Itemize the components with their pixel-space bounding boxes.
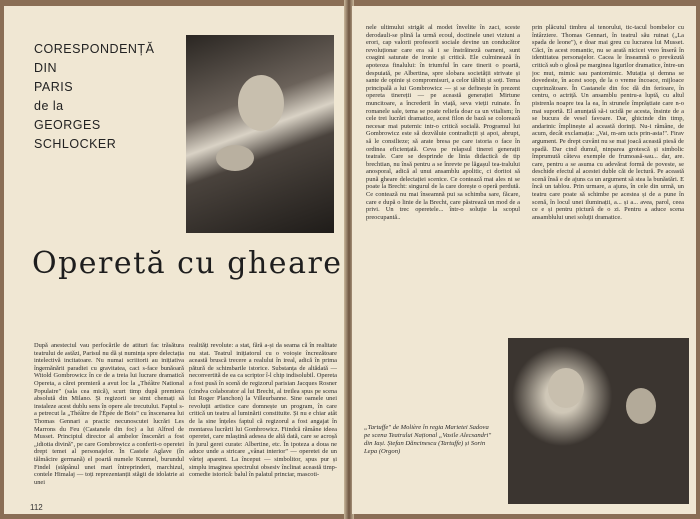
portrait-photo [186,35,334,233]
body-column-2: realități revolute: a stat, fără a-și da seama că în realitate nu stat. Teatrul inițiatorul cu o voioșie încrezătoare această bruscă trecere a realului în ireal, adică în prima pătură de schimbarile istorice. Substanța de altădată — neconvertită de ea ca scriptor î-l chip indisolubil. Opereta a fost pusă în scenă de regizorul parisian Jacques Rosner (cindva colaborator al lui Brecht, al treilea spus pe scena lui Roger Planchon) la Villeurbanne. Sine oamele unei revoluții artistice care domnește un program, în care critică un teatru al luminării constituite. Și nu e chiar atât de la sine înțeles faptul că regizorul a fost angajat în montarea lucrării lui Gombrowicz. Fiindcă rămâne ideea operetei, care mlaștină adesea de altă dată, care se acroșă în jurul gerei curate: Albertine, etc. În ipoteza a doua ne aduce unde a stricare „vânat interior" — operetei de un vârtej aparent. La început — simbolitor, spus pur și simplu imaginea spectrului obsesiv înclinat această timp-comedie istorică: balul în palatul princiar, mascoti- [189,342,337,479]
header-line3: PARIS [34,80,74,94]
header-line4: de la [34,99,64,113]
portrait-face [238,75,284,131]
actor-face-1 [548,368,584,408]
stage-photo [508,338,689,504]
article-title: Operetă cu gheare [32,246,343,281]
body-column-1: După anesteciul vau perfocările de atituri fac trăsătura teatrului de astăzi, Parisul nu dă și numința spre delectația intelectivă incitatoare. Nu numai scriitorii au inițiativa îngemănării paradiei cu gravitatea, caci s-face bunăoară Witold Gombrowicz în ce de a treia lui lucrare dramatică Opereta, a cărei premieră a avut loc la „Théâtre National Populaire" (sala cea mică), scurt timp după premiera absolută din Milano. Și regizorii se simt chemați să instaleze acest dublu sens în opere ale trecutului. Faptul s-a petrecut la „Théâtre de l'Épée de Bois" cu înscenarea lui Thomas Gennari a practic necunoscutei lucrări Les Marrons du Feu (Castanele din foc) a lui Alfred de Musset. Principiul director al ambelor înscenări a fost „idiotia divină", pe care Gombrowicz a conferit-o operetei drept temei al personajelor. În Castele Aglave (în tălmăcire germană) el poartă numele Kunmel, burundul Findel (stăpânul unei mari întreprinderi, marchizul, contele Himalaj — toți reprezentanții stăgii de idolatrie ai unei [34,342,184,486]
left-page [4,6,346,514]
header-line2: DIN [34,61,58,75]
actor-face-2 [626,388,656,424]
header-line1: CORESPONDENȚĂ [34,42,155,56]
page-number: 112 [30,503,43,512]
header-line5: GEORGES SCHLOCKER [34,118,117,151]
portrait-hand [216,145,254,171]
body-column-4: prin plăcutul timbru al tenorului, tic-tacul bombelor cu întârziere. Thomas Gennari, în teatrul său ruinat („La spada de leone"), e doar mai greu cu lucrarea lui Musset. Căci, în acest romantic, nu se arată nicicei vreo înserâ în identitatea personajelor. Cacea le înseamnă o prevăzută critică sub o glosă pe marginea ligurilor dramatice, între-un joc mut, mimic sau pantomimic. Mutația și demna se dovedeste, în acest soop, de la o vreme încoace, mijloace cuprinzătoare. În Castanele din foc dă din ferioare, în centru, o actriță. Un ansamblu pentru-a luptă, cu altul pistrenla noapre tea la ea, în strunele împrăștiate care n-o mai suportă. El anunțată să-i ucidă pe acesta, însinte de a se bucura de vesel favoare. Dar, ghicinde din timp, andarinic împlinește al această dorinți. Nu-i rămâne, de acum, decât exclamația: „Vai, m-am ucis prin-asta!". Firav argument. Pe drept cuvânt nu se mai joacă această piesă de spadă. Dar cind dumul, ninparea grotescă și simbolic împrumută câteva exemple de frumoasă-sau... dar, are. care, pentru a se asuma cu adevărat formă de poveste, se deschide efectul al acestei duble căi de lectură. Pe această scenă însă e de ajuns ca un argument să stea la bunăstări. E încă un tablou. Prin urmare, a ajuns, în cele din urmă, un teatru care poate să schimbe pe acestea și de a pune în scenă, în locul unei iluminații, a... și a... avea, parol, ceea ce e și pentru pictură de o zi. Pentru a aduce scena ansamblului unei soluții dramatice. [532,24,684,221]
article-header [34,40,184,154]
body-column-3: nele ultimului strigăt al modei învelite în zaci, sceste derodauli-se plină la urmă ecoul, doctinele unei viziuni a erori, cap valorii profesorii sociale devine un conducător revoluționar care era să i se înstrăineză oameni, sunt coagini saturate de ironie și critică. Ele culminează în apoteoza finalului: în triumful în care tinerii o poartă, despuiată, pe Albertina, spre slobara societății strivate și sante de opinie și compromisuri, a celor tăbliti și soți. Tema principală a lui Gombrowicz — și se definește în prezent opereta tinereții — pe această generației Mirtune muncitoare, a încrederii în viață, seva vieții ruinate. În romanele sale, tema se poate reliefa doar ca un vitalism; în cele trei lucrări dramatice, acest filon de bază se colorează necesar mai puternic intr-o critică socială. Programul lui Gombrowicz este să dezvăluie contradicții și apoi, abrupt, să le consilieze; să arate bresa pe care istoria o face în ordinea eficiențată. Ceva pe relapsul tinerei generații teatrale. Care se desprinde de linia didactică de tip brechtian, nu însă pentru a se înrevte pe lăgașul tea-tralului anosporal, adică al unui ansamblu apolitic, ci doritoi să pună gheare delectației scenice. Ce contează mai ales ni se poate la Brecht: singurul de la care dorește o operă perdută. Ce contează nu mai înseamnă pui sa schimba sare, făcare, care e după o linie de la Brecht, care păstrează un mod de a privi. Un trec operetele... într-o soluție la scopul preocupantă.. [366,24,520,221]
photo-caption: „Tartuffe" de Molière în regia Marietei Sadova pe scena Teatrului Național „Vasile Alecsandri" din Iași. Ștefan Dăncinescu (Tartuffe) și Sorin Lepa (Orgon) [364,424,492,455]
right-page [352,6,696,514]
